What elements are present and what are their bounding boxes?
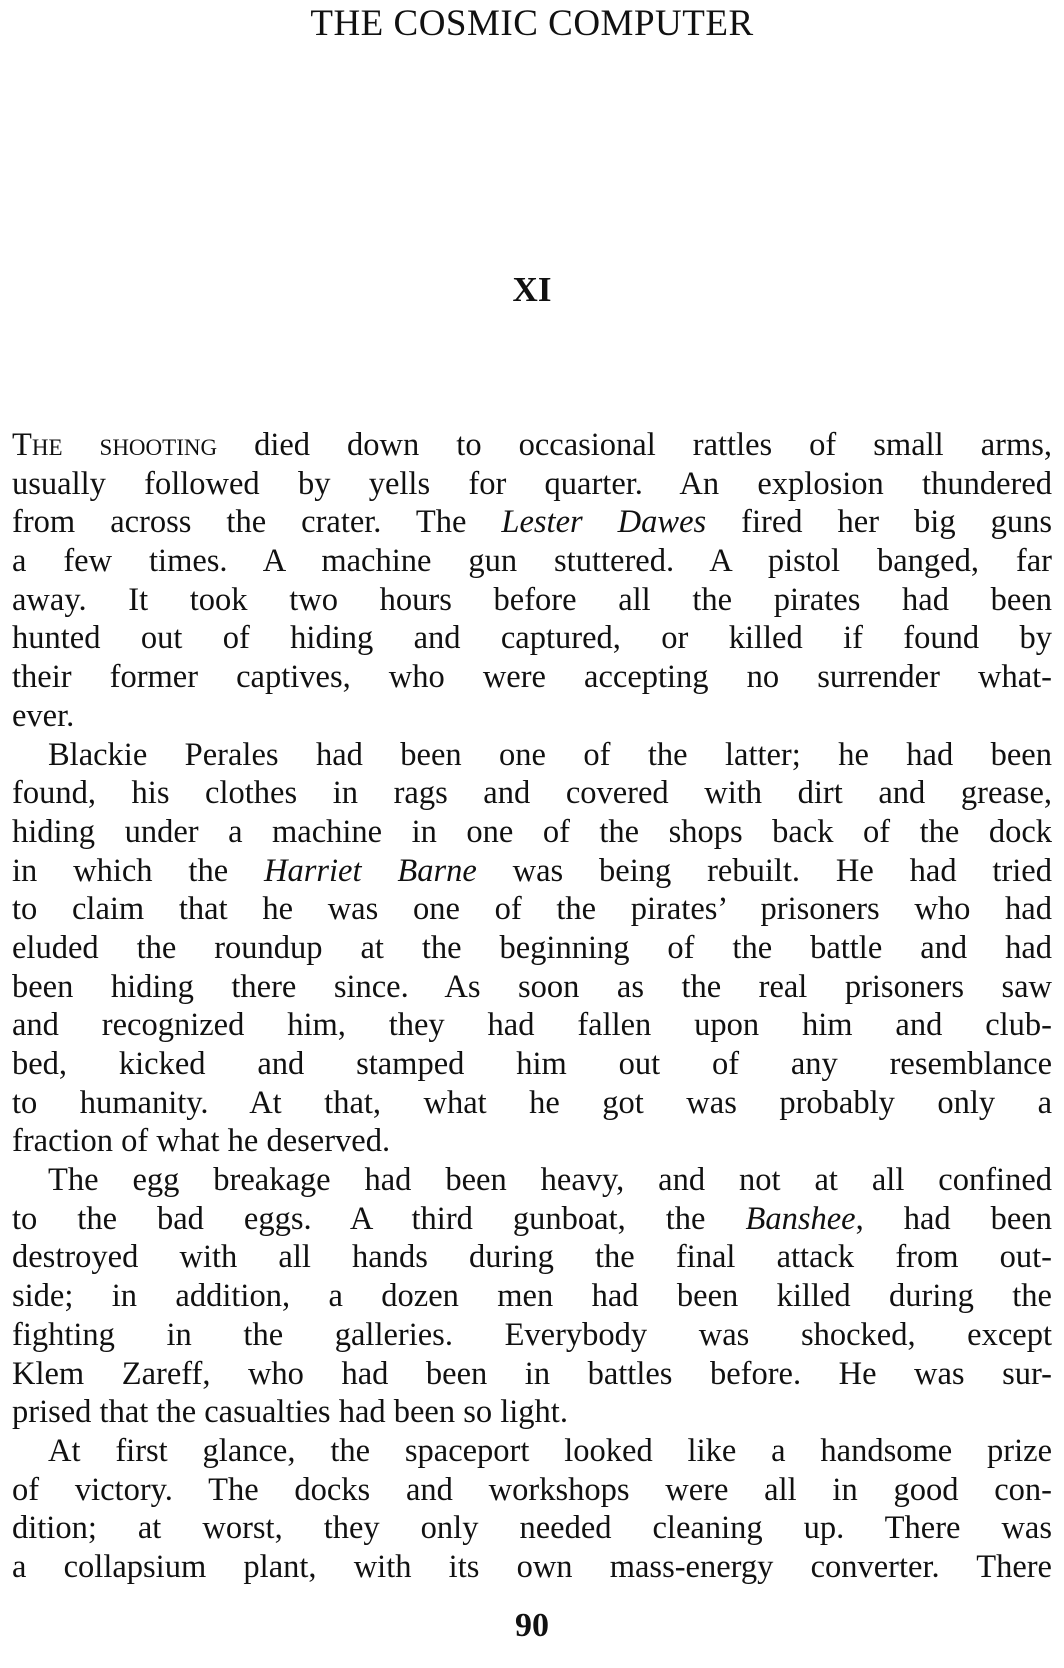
line-text: a few times. A machine gun stuttered. A pistol banged, far [12,543,1052,580]
line-text: died down to occasional rattles of small arms, [254,427,1052,463]
text-line [12,852,1052,891]
line-text: to the bad eggs. A third gunboat, the Banshee, had been [12,1200,1052,1237]
ship-name: Harriet Barne [263,852,477,889]
text-line [12,1122,1052,1161]
line-text: to humanity. At that, what he got was probably only a [12,1084,1052,1121]
text-line [12,503,1052,542]
line-text: usually followed by yells for quarter. An explosion thundered [12,465,1052,502]
running-head: THE COSMIC COMPUTER [310,3,754,44]
line-text: eluded the roundup at the beginning of the battle and had [12,929,1052,966]
text-line [12,619,1052,658]
text-line [12,1393,1052,1432]
line-text: a collapsium plant, with its own mass-energy converter. There [12,1548,1052,1585]
text-line [12,1509,1052,1548]
chapter-number: XI [512,270,552,309]
line-text: been hiding there since. As soon as the real prisoners saw [12,968,1052,1005]
text-line [12,1432,1052,1471]
line-text: bed, kicked and stamped him out of any resemblance [12,1046,1052,1082]
text-line [12,1471,1052,1510]
line-text: The egg breakage had been heavy, and not at all confined [48,1162,1052,1199]
ship-name: Banshee [745,1200,856,1237]
text-line [12,426,1052,465]
line-text: ever. [12,697,75,734]
line-text: Klem Zareff, who had been in battles before. He was sur- [12,1355,1052,1392]
line-text: prised that the casualties had been so light. [12,1394,568,1431]
line-text: fraction of what he deserved. [12,1123,391,1160]
body-text [12,426,1052,1587]
text-line [12,658,1052,697]
line-text: dition; at worst, they only needed cleaning up. There was [12,1510,1052,1547]
text-line [12,813,1052,852]
line-text: side; in addition, a dozen men had been killed during the [12,1278,1052,1315]
line-text: Blackie Perales had been one of the latter; he had been [48,736,1052,773]
line-text: fighting in the galleries. Everybody was shocked, except [12,1316,1052,1353]
text-line [12,968,1052,1007]
line-text: in which the Harriet Barne was being rebuilt. He had tried [12,852,1052,889]
text-line [12,1161,1052,1200]
ship-name: Lester Dawes [501,504,707,541]
text-line [12,581,1052,620]
text-line [12,1238,1052,1277]
text-line [12,1548,1052,1587]
text-line [12,774,1052,813]
text-line [12,1084,1052,1123]
text-line [12,542,1052,581]
line-text: found, his clothes in rags and covered with dirt and grease, [12,775,1052,812]
page-number: 90 [515,1607,549,1644]
text-line [12,1200,1052,1239]
line-text: hunted out of hiding and captured, or killed if found by [12,620,1052,657]
line-text: and recognized him, they had fallen upon him and club- [12,1007,1052,1044]
small-caps-opening: The shooting [12,427,255,463]
text-line [12,1045,1052,1084]
text-line [12,465,1052,504]
line-text: destroyed with all hands during the final attack from out- [12,1239,1052,1276]
text-line [12,1355,1052,1394]
line-text: At first glance, the spaceport looked like a handsome prize [48,1432,1052,1469]
text-line [12,1006,1052,1045]
line-text: to claim that he was one of the pirates’ prisoners who had [12,891,1052,928]
line-text: of victory. The docks and workshops were all in good con- [12,1471,1052,1508]
text-line [12,929,1052,968]
line-text: their former captives, who were accepting no surrender what- [12,659,1052,696]
line-text: from across the crater. The Lester Dawes fired her big guns [12,504,1052,541]
text-line [12,1277,1052,1316]
text-line [12,697,1052,736]
text-line [12,736,1052,775]
line-text: away. It took two hours before all the pirates had been [12,581,1052,618]
line-text: hiding under a machine in one of the shops back of the dock [12,813,1052,850]
text-line [12,890,1052,929]
text-line [12,1316,1052,1355]
